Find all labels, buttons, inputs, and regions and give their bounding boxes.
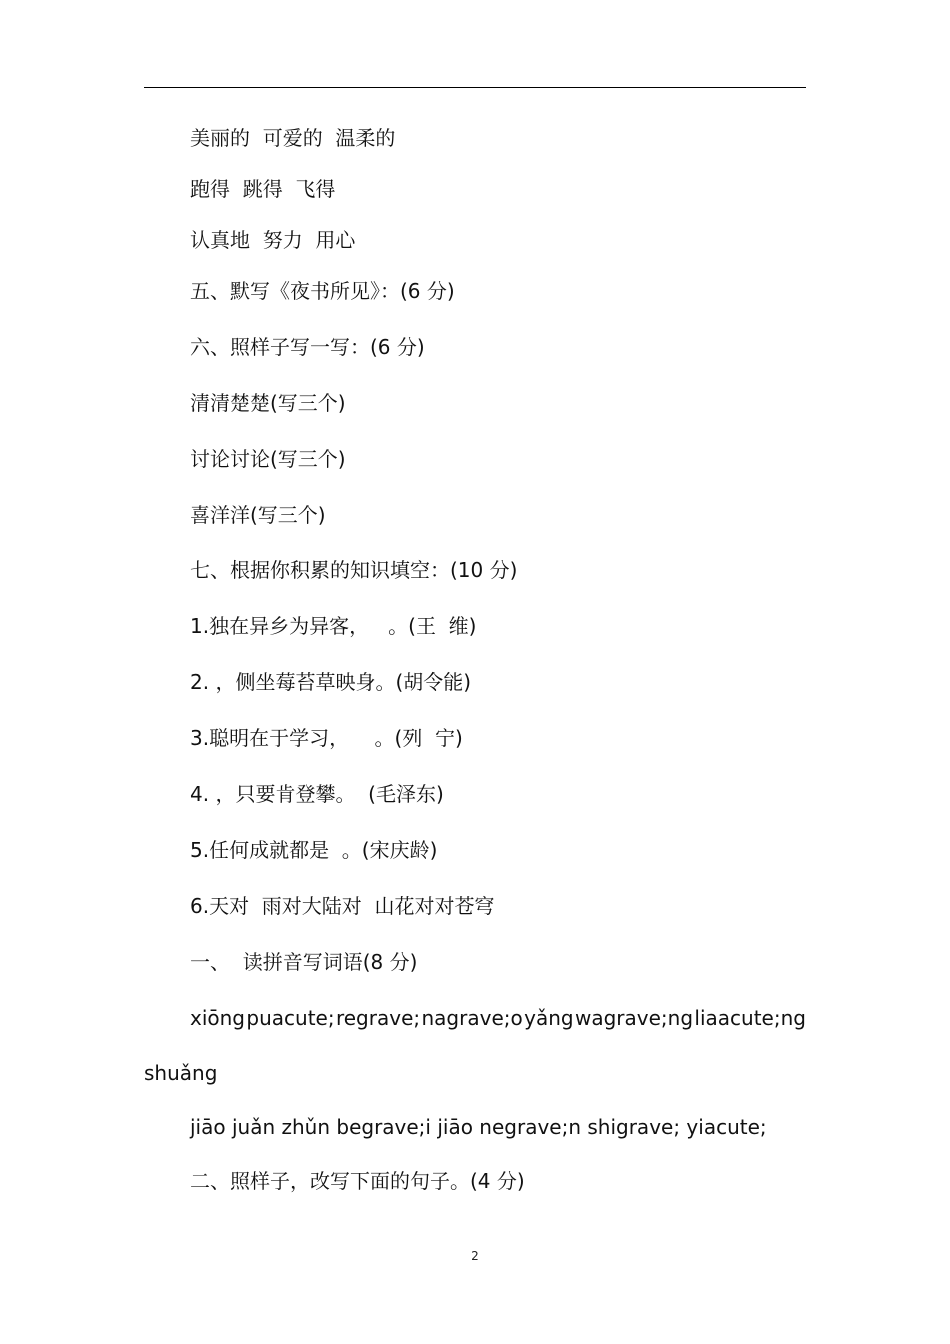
section-heading: 一、 读拼音写词语(8 分) bbox=[190, 950, 418, 974]
section-heading: 五、默写《夜书所见》：(6 分) bbox=[190, 279, 455, 303]
section-heading: 二、照样子，改写下面的句子。(4 分) bbox=[190, 1169, 525, 1193]
pinyin-row: jiāo juǎn zhǔn begrave;i jiāo negrave;n shigrave; yiacute; bbox=[190, 1115, 767, 1139]
pinyin-word: puacute; bbox=[246, 1006, 335, 1030]
pinyin-word: liaacute;ng bbox=[694, 1006, 806, 1030]
text-line: 清清楚楚(写三个) bbox=[190, 391, 346, 415]
text-line: 讨论讨论(写三个) bbox=[190, 447, 346, 471]
pinyin-word: nagrave;o bbox=[421, 1006, 523, 1030]
fill-in-item: 1.独在异乡为异客， 。(王 维) bbox=[190, 614, 477, 638]
fill-in-item: 2. ，侧坐莓苔草映身。(胡令能) bbox=[190, 670, 472, 694]
fill-in-item: 4. ，只要肯登攀。 (毛泽东) bbox=[190, 782, 444, 806]
page-number: 2 bbox=[471, 1249, 479, 1263]
text-line: 美丽的 可爱的 温柔的 bbox=[190, 126, 396, 150]
fill-in-item: 3.聪明在于学习， 。(列 宁) bbox=[190, 726, 463, 750]
pinyin-wrap: shuǎng bbox=[144, 1061, 218, 1085]
section-heading: 七、根据你积累的知识填空：(10 分) bbox=[190, 558, 518, 582]
pinyin-word: yǎng bbox=[524, 1006, 574, 1030]
pinyin-word: regrave; bbox=[335, 1006, 421, 1030]
pinyin-word: xiōng bbox=[190, 1006, 245, 1030]
fill-in-item: 6.天对 雨对大陆对 山花对对苍穹 bbox=[190, 894, 495, 918]
pinyin-word: wagrave;ng bbox=[574, 1006, 694, 1030]
fill-in-item: 5.任何成就都是 。(宋庆龄) bbox=[190, 838, 438, 862]
text-line: 跑得 跳得 飞得 bbox=[190, 177, 336, 201]
text-line: 喜洋洋(写三个) bbox=[190, 503, 326, 527]
pinyin-row bbox=[190, 1004, 806, 1032]
text-line: 认真地 努力 用心 bbox=[190, 228, 356, 252]
section-heading: 六、照样子写一写：(6 分) bbox=[190, 335, 425, 359]
header-rule bbox=[144, 87, 806, 88]
